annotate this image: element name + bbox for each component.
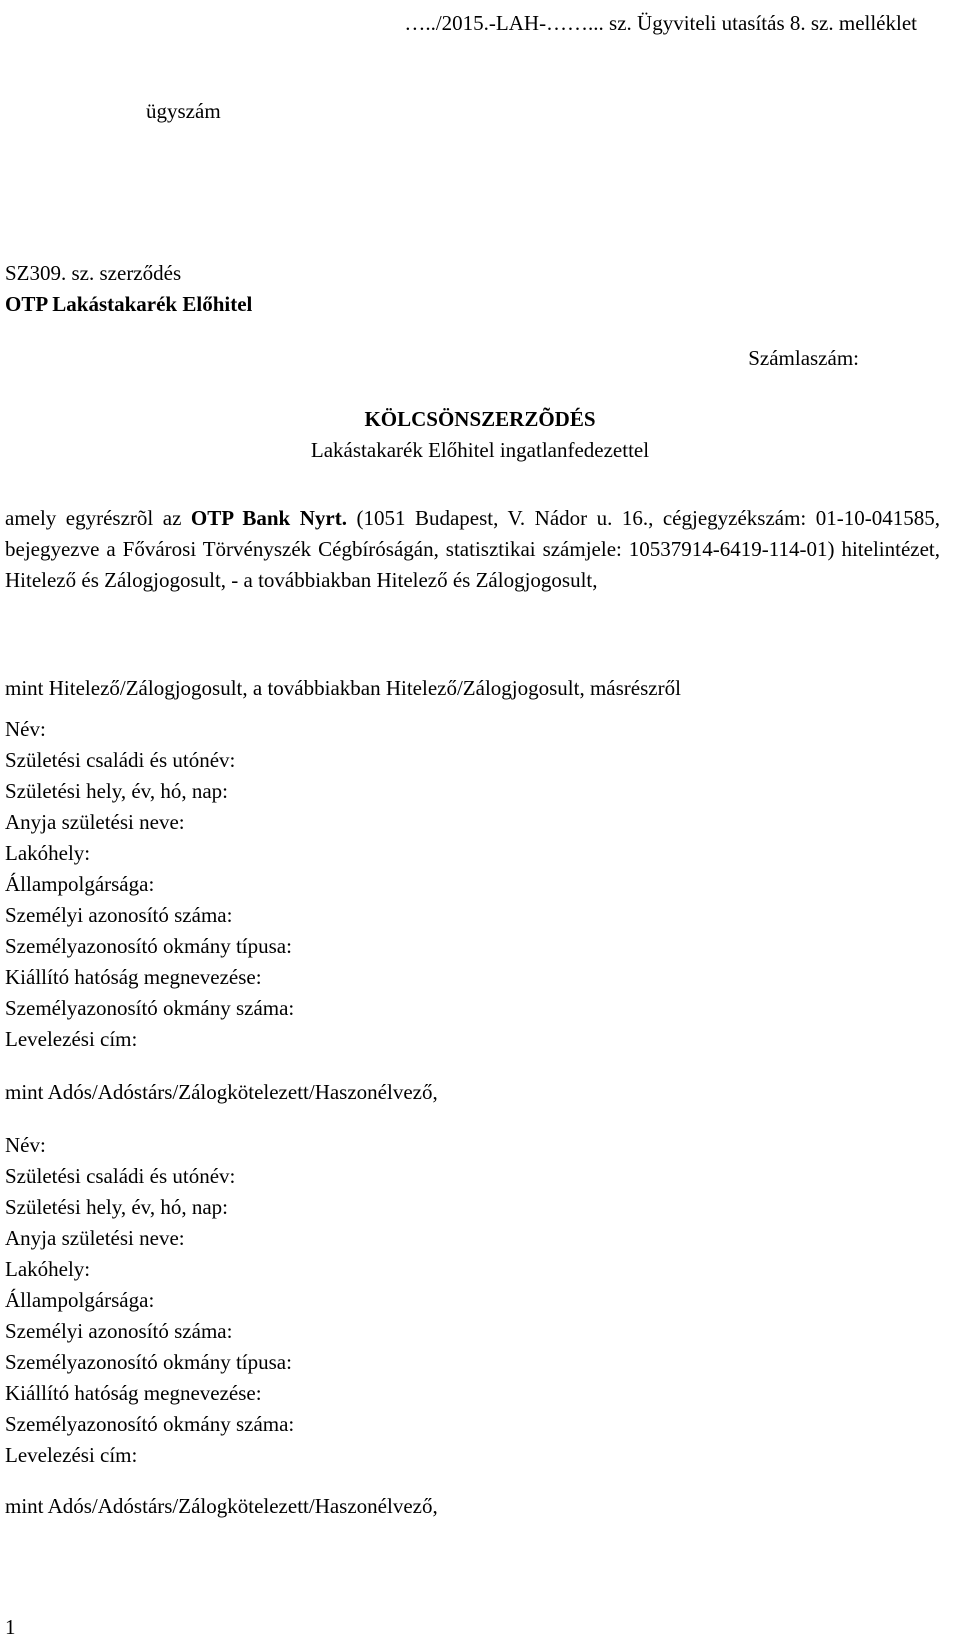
contract-code: SZ309. sz. szerződés [5, 261, 182, 285]
debtor-1-id-doc-number-label: Személyazonosító okmány száma: [5, 996, 295, 1020]
debtor-1-birth-place-date-label: Születési hely, év, hó, nap: [5, 779, 228, 803]
debtor-1-citizenship-label: Állampolgársága: [5, 872, 155, 896]
debtor-2-birth-place-date-label: Születési hely, év, hó, nap: [5, 1195, 228, 1219]
debtor-2-issuing-authority-label: Kiállító hatóság megnevezése: [5, 1381, 262, 1405]
debtor-1-name-label: Név: [5, 717, 46, 741]
debtor-2-name-label: Név: [5, 1133, 46, 1157]
debtor-2-role: mint Adós/Adóstárs/Zálogkötelezett/Haszonélvező, [5, 1494, 438, 1518]
document-subtitle: Lakástakarék Előhitel ingatlanfedezettel [310, 438, 650, 462]
debtor-1-mother-name-label: Anyja születési neve: [5, 810, 185, 834]
document-title: KÖLCSÖNSZERZÕDÉS [364, 407, 596, 431]
debtor-1-role: mint Adós/Adóstárs/Zálogkötelezett/Haszonélvező, [5, 1080, 438, 1104]
bank-name: OTP Bank Nyrt. [190, 506, 347, 530]
debtor-1-residence-label: Lakóhely: [5, 841, 91, 865]
debtor-2-birth-name-label: Születési családi és utónév: [5, 1164, 236, 1188]
account-number-label: Számlaszám: [748, 346, 859, 370]
debtor-2-residence-label: Lakóhely: [5, 1257, 91, 1281]
product-name: OTP Lakástakarék Előhitel [5, 292, 253, 316]
debtor-1-personal-id-label: Személyi azonosító száma: [5, 903, 233, 927]
creditor-intro: amely egyrészrõl az [5, 506, 191, 530]
page-number: 1 [5, 1615, 16, 1639]
debtor-2-citizenship-label: Állampolgársága: [5, 1288, 155, 1312]
debtor-2-fields [5, 1130, 294, 1471]
debtor-1-fields [5, 714, 294, 1055]
debtor-2-mother-name-label: Anyja születési neve: [5, 1226, 185, 1250]
document-header-reference: …../2015.-LAH-……... sz. Ügyviteli utasítás 8. sz. melléklet [404, 11, 917, 35]
debtor-2-mailing-address-label: Levelezési cím: [5, 1443, 138, 1467]
debtor-2-id-doc-type-label: Személyazonosító okmány típusa: [5, 1350, 292, 1374]
creditor-party-paragraph [5, 503, 940, 596]
creditor-details: (1051 Budapest, V. Nádor u. 16., cégjegyzékszám: 01-10-041585, bejegyezve a Fővárosi Törvényszék Cégbíróságán, statisztikai számjele: 10537914-6419-114-01) hitelintézet, Hitelező és Zálogjogosult, - a továbbiakban Hitelező és Zálogjogosult, [5, 506, 940, 592]
debtor-1-birth-name-label: Születési családi és utónév: [5, 748, 236, 772]
debtor-1-mailing-address-label: Levelezési cím: [5, 1027, 138, 1051]
debtor-2-id-doc-number-label: Személyazonosító okmány száma: [5, 1412, 295, 1436]
creditor-role: mint Hitelező/Zálogjogosult, a továbbiakban Hitelező/Zálogjogosult, másrészről [5, 676, 681, 700]
debtor-1-id-doc-type-label: Személyazonosító okmány típusa: [5, 934, 292, 958]
debtor-2-personal-id-label: Személyi azonosító száma: [5, 1319, 233, 1343]
case-number-label: ügyszám [146, 99, 221, 123]
debtor-1-issuing-authority-label: Kiállító hatóság megnevezése: [5, 965, 262, 989]
